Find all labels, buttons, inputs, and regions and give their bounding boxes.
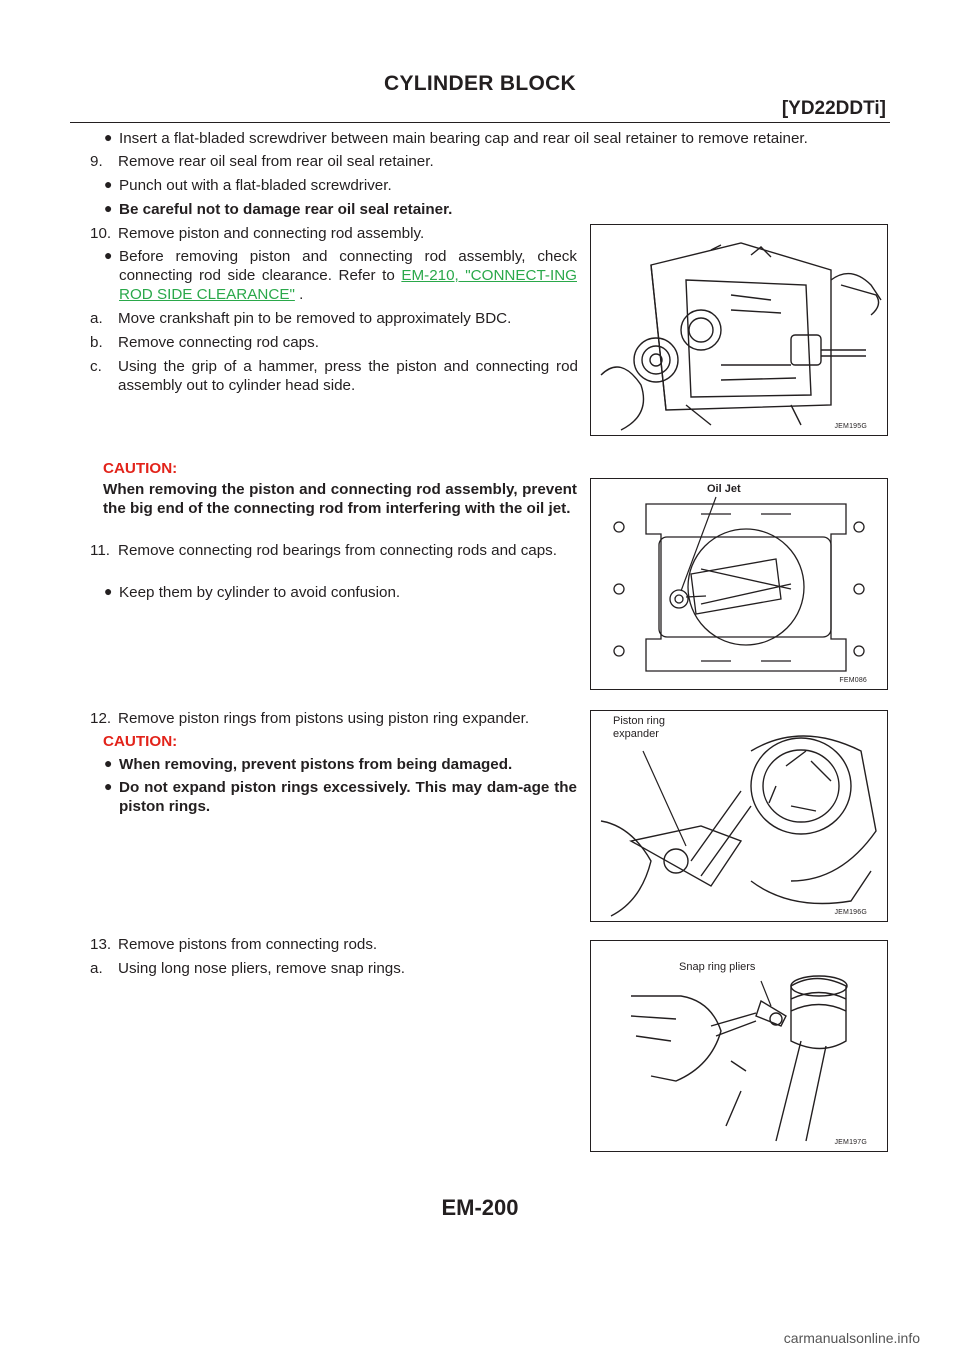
step-10a: a. Move crankshaft pin to be removed to approximately BDC. [90, 310, 512, 327]
figure-engine-block [590, 224, 888, 436]
header-rule [70, 122, 890, 123]
page-number: EM-200 [441, 1195, 519, 1220]
step-10-bullet: ● Before removing piston and connecting rod assembly, check connecting rod side clearance. Refer to EM-210, "CONNECT-ING ROD SIDE CLEARANCE" . [104, 247, 577, 303]
snap-ring-pliers-label: Snap ring pliers [679, 961, 756, 973]
watermark: carmanualsonline.info [783, 1330, 920, 1346]
bullet-retainer: ● Insert a flat-bladed screwdriver between main bearing cap and rear oil seal retainer to remove retainer. [104, 129, 808, 147]
engine-block-illustration [591, 225, 887, 435]
figure-snap-ring-pliers [590, 940, 888, 1152]
engine-model: [YD22DDTi] [781, 98, 886, 119]
bullet-dot-icon: ● [104, 583, 113, 599]
figure-code: JEM195G [834, 423, 867, 430]
piston-ring-expander-illustration [591, 711, 887, 921]
oil-jet-illustration [591, 479, 887, 689]
step-13a: a. Using long nose pliers, remove snap rings. [90, 960, 406, 977]
caution-label-2: CAUTION: [103, 733, 178, 750]
caution-2-bullet-2: ● Do not expand piston rings excessively. This may dam-age the piston rings. [104, 778, 577, 815]
step-10: 10. Remove piston and connecting rod assembly. [90, 225, 425, 242]
figure-oil-jet [590, 478, 888, 690]
figure-code: FEM086 [839, 677, 867, 684]
step-10c: c. Using the grip of a hammer, press the piston and connecting rod assembly out to cylinder head side. [90, 358, 578, 394]
piston-ring-expander-label: Piston ring expander [613, 715, 665, 740]
oil-jet-label: Oil Jet [707, 483, 741, 495]
step-12: 12. Remove piston rings from pistons using piston ring expander. [90, 710, 530, 727]
step-13: 13. Remove pistons from connecting rods. [90, 936, 378, 953]
bullet-dot-icon: ● [104, 176, 113, 192]
caution-2-bullet-1: ● When removing, prevent pistons from being damaged. [104, 755, 513, 773]
bullet-dot-icon: ● [104, 129, 113, 145]
step-11-bullet: ● Keep them by cylinder to avoid confusion. [104, 583, 401, 601]
step-9-bullet-1: ● Punch out with a flat-bladed screwdriver. [104, 176, 392, 194]
bullet-dot-icon: ● [104, 755, 113, 771]
figure-code: JEM197G [834, 1139, 867, 1146]
step-10b: b. Remove connecting rod caps. [90, 334, 319, 351]
caution-label-1: CAUTION: [103, 460, 178, 477]
step-11: 11. Remove connecting rod bearings from connecting rods and caps. [90, 542, 557, 559]
step-9: 9. Remove rear oil seal from rear oil seal retainer. [90, 153, 434, 170]
ref-link-side-clearance[interactable]: EM-210, "CONNECT-ING ROD SIDE CLEARANCE" [119, 267, 577, 303]
figure-piston-ring-expander [590, 710, 888, 922]
step-9-bullet-2: ● Be careful not to damage rear oil seal retainer. [104, 200, 453, 218]
section-title: CYLINDER BLOCK [383, 72, 577, 95]
bullet-dot-icon: ● [104, 778, 113, 794]
figure-code: JEM196G [834, 909, 867, 916]
bullet-dot-icon: ● [104, 247, 113, 263]
caution-text-1: When removing the piston and connecting rod assembly, prevent the big end of the connecting rod from interfering with the oil jet. [103, 481, 577, 517]
bullet-dot-icon: ● [104, 200, 113, 216]
